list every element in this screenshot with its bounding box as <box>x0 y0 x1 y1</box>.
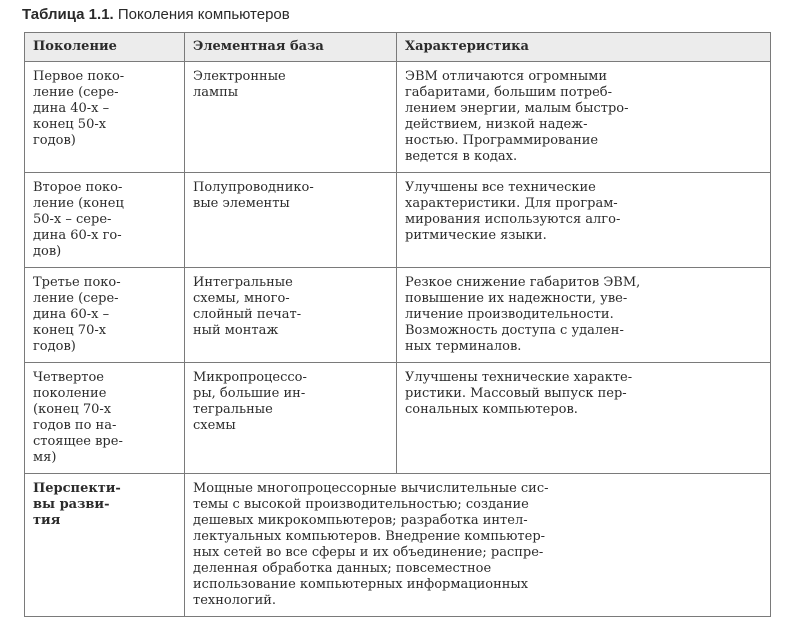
generation-cell: Второе поко- ление (конец 50-х – сере- дина 60-х го- дов) <box>25 173 185 268</box>
table-row <box>25 268 771 363</box>
perspectives-text: Мощные многопроцессорные вычислительные сис- темы с высокой производительностью; создание дешевых микрокомпьютеров; разработка интел- лектуальных компьютеров. Внедрение компьютер- ных сетей во все сферы и их объединение; распре- деленная обработка данных; повсеместное использование компьютерных информационных технологий. <box>185 474 771 617</box>
element-base-cell: Микропроцессо- ры, большие ин- тегральные схемы <box>185 363 397 474</box>
header-characteristics: Характеристика <box>397 33 771 62</box>
generation-cell: Первое поко- ление (сере- дина 40-х – конец 50-х годов) <box>25 62 185 173</box>
element-base-cell: Интегральные схемы, много- слойный печат- ный монтаж <box>185 268 397 363</box>
element-base-cell: Полупроводнико- вые элементы <box>185 173 397 268</box>
generation-cell: Третье поко- ление (сере- дина 60-х – конец 70-х годов) <box>25 268 185 363</box>
header-element-base: Элементная база <box>185 33 397 62</box>
caption-number: Таблица 1.1. <box>22 6 114 23</box>
characteristics-cell: Улучшены все технические характеристики. Для програм- мирования используются алго- ритмические языки. <box>397 173 771 268</box>
perspectives-label: Перспекти- вы разви- тия <box>25 474 185 617</box>
generations-table <box>24 32 771 617</box>
table-caption <box>22 6 290 23</box>
table-row <box>25 173 771 268</box>
characteristics-cell: Улучшены технические характе- ристики. Массовый выпуск пер- сональных компьютеров. <box>397 363 771 474</box>
table-row <box>25 363 771 474</box>
caption-title: Поколения компьютеров <box>117 6 290 23</box>
characteristics-cell: Резкое снижение габаритов ЭВМ, повышение их надежности, уве- личение производительности. Возможность доступа с удален- ных терминалов. <box>397 268 771 363</box>
perspectives-row <box>25 474 771 617</box>
generation-cell: Четвертое поколение (конец 70-х годов по на- стоящее вре- мя) <box>25 363 185 474</box>
header-generation: Поколение <box>25 33 185 62</box>
table-row <box>25 62 771 173</box>
characteristics-cell: ЭВМ отличаются огромными габаритами, большим потреб- лением энергии, малым быстро- действием, низкой надеж- ностью. Программирование ведется в кодах. <box>397 62 771 173</box>
element-base-cell: Электронные лампы <box>185 62 397 173</box>
table-header-row <box>25 33 771 62</box>
